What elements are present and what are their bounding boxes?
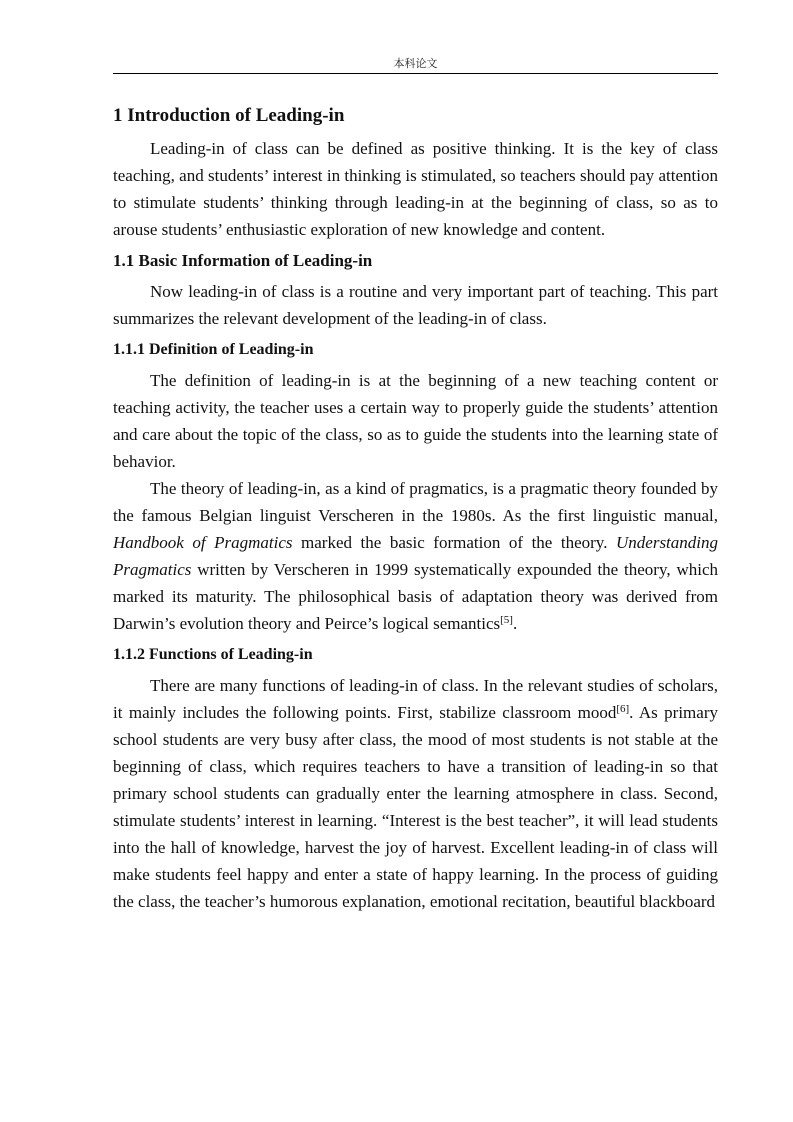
text-run: The theory of leading-in, as a kind of pragmatics, is a pragmatic theory founded by the famous Belgian linguist Verscheren in the 1980s. As the first linguistic manual, bbox=[113, 479, 718, 525]
definition-paragraph-1: The definition of leading-in is at the beginning of a new teaching content or teaching activity, the teacher uses a certain way to properly guide the students’ attention and care about the topic of the class, so as to guide the students into the learning state of behavior. bbox=[113, 371, 718, 471]
section-heading-basic: 1.1 Basic Information of Leading-in bbox=[113, 251, 373, 270]
intro-paragraph: Leading-in of class can be defined as positive thinking. It is the key of class teaching, and students’ interest in thinking is stimulated, so teachers should pay attention to stimulate students’ thinking through leading-in at the beginning of class, so as to arouse students’ enthusiastic exploration of new knowledge and content. bbox=[113, 139, 718, 239]
header-rule bbox=[113, 73, 718, 74]
book-title: Understanding Pragmatics bbox=[113, 533, 718, 579]
book-title: Handbook of Pragmatics bbox=[113, 533, 293, 552]
citation: [5] bbox=[500, 614, 513, 626]
text-run: There are many functions of leading-in of class. In the relevant studies of scholars, it mainly includes the following points. First, stabilize classroom mood bbox=[113, 676, 718, 722]
basic-paragraph: Now leading-in of class is a routine and very important part of teaching. This part summarizes the relevant development of the leading-in of class. bbox=[113, 282, 718, 328]
definition-paragraph-2 bbox=[113, 475, 718, 637]
section-heading-functions: 1.1.2 Functions of Leading-in bbox=[113, 646, 313, 663]
text-run: marked the basic formation of the theory. bbox=[292, 533, 616, 552]
section-heading-definition: 1.1.1 Definition of Leading-in bbox=[113, 341, 314, 358]
text-run: . As primary school students are very busy after class, the mood of most students is not stable at the beginning of class, which requires teachers to have a transition of leading-in so that primary school students can gradually enter the learning atmosphere in class. Second, stimulate students’ interest in learning. “Interest is the best teacher”, it will lead students into the hall of knowledge, harvest the joy of harvest. Excellent leading-in of class will make students feel happy and enter a state of happy learning. In the process of guiding the class, the teacher’s humorous explanation, emotional recitation, beautiful blackboard bbox=[113, 703, 718, 911]
page-body bbox=[113, 101, 718, 915]
text-run: . bbox=[512, 614, 518, 633]
text-run: written by Verscheren in 1999 systematically expounded the theory, which marked its maturity. The philosophical basis of adaptation theory was derived from Darwin’s evolution theory and Peirce’s logical semantics bbox=[113, 560, 718, 633]
running-header: 本科论文 bbox=[393, 57, 438, 70]
functions-paragraph bbox=[113, 672, 718, 915]
citation: [6] bbox=[616, 703, 630, 715]
section-heading-intro: 1 Introduction of Leading-in bbox=[113, 105, 345, 126]
